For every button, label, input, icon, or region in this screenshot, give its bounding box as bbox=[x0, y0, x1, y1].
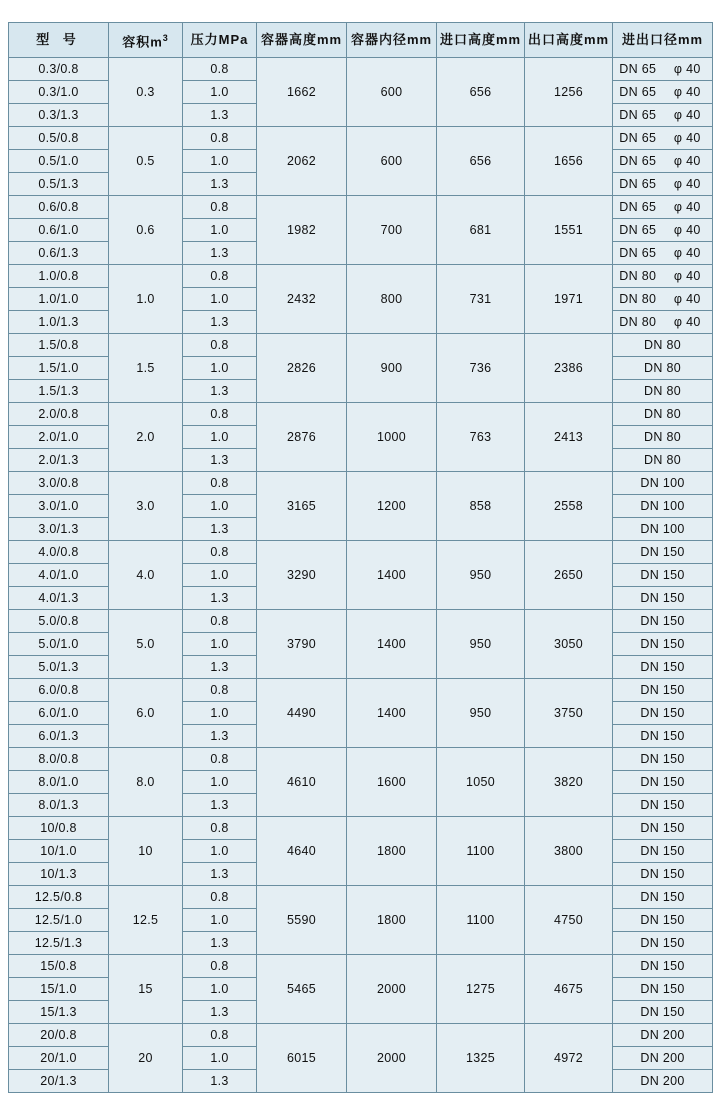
cell-outlet-height: 4750 bbox=[525, 886, 613, 955]
cell-port-diameter: DN 100 bbox=[613, 518, 713, 541]
cell-pressure: 0.8 bbox=[183, 541, 257, 564]
cell-volume: 1.0 bbox=[109, 265, 183, 334]
cell-inlet-height: 950 bbox=[437, 541, 525, 610]
cell-model: 12.5/0.8 bbox=[9, 886, 109, 909]
cell-model: 5.0/1.0 bbox=[9, 633, 109, 656]
cell-inlet-height: 656 bbox=[437, 127, 525, 196]
table-row bbox=[9, 472, 713, 495]
cell-pressure: 0.8 bbox=[183, 748, 257, 771]
table-row bbox=[9, 541, 713, 564]
cell-model: 15/1.0 bbox=[9, 978, 109, 1001]
cell-inlet-height: 763 bbox=[437, 403, 525, 472]
cell-port-diameter: DN 150 bbox=[613, 909, 713, 932]
table-row bbox=[9, 679, 713, 702]
cell-port-diameter: DN 200 bbox=[613, 1024, 713, 1047]
cell-port-diameter: DN 150 bbox=[613, 679, 713, 702]
cell-port-diameter: DN 150 bbox=[613, 633, 713, 656]
cell-pressure: 0.8 bbox=[183, 955, 257, 978]
cell-inner-diameter: 600 bbox=[347, 58, 437, 127]
cell-volume: 10 bbox=[109, 817, 183, 886]
cell-port-diameter bbox=[613, 311, 713, 334]
table-header bbox=[9, 23, 713, 58]
cell-port-diameter bbox=[613, 150, 713, 173]
cell-pressure: 1.3 bbox=[183, 104, 257, 127]
cell-port-diameter: DN 150 bbox=[613, 564, 713, 587]
port-phi-value: φ 40 bbox=[673, 154, 701, 169]
port-phi-value: φ 40 bbox=[673, 85, 701, 100]
cell-inner-diameter: 1600 bbox=[347, 748, 437, 817]
cell-pressure: 1.3 bbox=[183, 518, 257, 541]
cell-model: 4.0/1.0 bbox=[9, 564, 109, 587]
cell-model: 0.3/1.3 bbox=[9, 104, 109, 127]
cell-outlet-height: 1656 bbox=[525, 127, 613, 196]
cell-port-diameter: DN 150 bbox=[613, 1001, 713, 1024]
cell-pressure: 0.8 bbox=[183, 334, 257, 357]
cell-model: 6.0/1.0 bbox=[9, 702, 109, 725]
column-header-volume-superscript: 3 bbox=[162, 33, 169, 43]
cell-vessel-height: 2826 bbox=[257, 334, 347, 403]
cell-pressure: 1.3 bbox=[183, 449, 257, 472]
table-body bbox=[9, 58, 713, 1093]
table-row bbox=[9, 886, 713, 909]
cell-inlet-height: 1325 bbox=[437, 1024, 525, 1093]
cell-volume: 1.5 bbox=[109, 334, 183, 403]
cell-vessel-height: 3165 bbox=[257, 472, 347, 541]
column-header-inner-diameter: 容器内径mm bbox=[347, 23, 437, 58]
cell-outlet-height: 2386 bbox=[525, 334, 613, 403]
cell-port-diameter: DN 80 bbox=[613, 403, 713, 426]
cell-inlet-height: 1100 bbox=[437, 817, 525, 886]
cell-inner-diameter: 2000 bbox=[347, 955, 437, 1024]
cell-model: 12.5/1.3 bbox=[9, 932, 109, 955]
column-header-pressure: 压力MPa bbox=[183, 23, 257, 58]
cell-model: 1.5/0.8 bbox=[9, 334, 109, 357]
port-dn-value: DN 65 bbox=[619, 154, 657, 169]
cell-port-diameter: DN 150 bbox=[613, 840, 713, 863]
cell-pressure: 1.0 bbox=[183, 771, 257, 794]
cell-pressure: 0.8 bbox=[183, 1024, 257, 1047]
cell-port-diameter bbox=[613, 196, 713, 219]
port-dn-value: DN 80 bbox=[619, 269, 657, 284]
cell-model: 4.0/1.3 bbox=[9, 587, 109, 610]
port-dn-value: DN 80 bbox=[619, 315, 657, 330]
cell-inner-diameter: 1000 bbox=[347, 403, 437, 472]
cell-inlet-height: 858 bbox=[437, 472, 525, 541]
cell-port-diameter: DN 150 bbox=[613, 955, 713, 978]
cell-model: 10/1.0 bbox=[9, 840, 109, 863]
cell-pressure: 1.0 bbox=[183, 219, 257, 242]
column-header-outlet-height: 出口高度mm bbox=[525, 23, 613, 58]
cell-model: 8.0/1.3 bbox=[9, 794, 109, 817]
cell-port-diameter: DN 150 bbox=[613, 978, 713, 1001]
cell-volume: 0.3 bbox=[109, 58, 183, 127]
cell-inner-diameter: 1800 bbox=[347, 886, 437, 955]
cell-vessel-height: 4490 bbox=[257, 679, 347, 748]
cell-pressure: 1.3 bbox=[183, 725, 257, 748]
port-phi-value: φ 40 bbox=[673, 292, 701, 307]
cell-inlet-height: 950 bbox=[437, 610, 525, 679]
cell-port-diameter bbox=[613, 173, 713, 196]
column-header-volume-text: 容积m bbox=[122, 34, 163, 50]
cell-vessel-height: 3790 bbox=[257, 610, 347, 679]
cell-pressure: 0.8 bbox=[183, 472, 257, 495]
cell-pressure: 1.3 bbox=[183, 311, 257, 334]
cell-model: 1.5/1.0 bbox=[9, 357, 109, 380]
cell-model: 6.0/1.3 bbox=[9, 725, 109, 748]
cell-pressure: 1.0 bbox=[183, 1047, 257, 1070]
column-header-vessel-height: 容器高度mm bbox=[257, 23, 347, 58]
cell-model: 15/0.8 bbox=[9, 955, 109, 978]
cell-volume: 6.0 bbox=[109, 679, 183, 748]
cell-pressure: 1.3 bbox=[183, 587, 257, 610]
cell-port-diameter: DN 80 bbox=[613, 380, 713, 403]
cell-pressure: 1.0 bbox=[183, 288, 257, 311]
cell-port-diameter: DN 80 bbox=[613, 426, 713, 449]
cell-volume: 2.0 bbox=[109, 403, 183, 472]
cell-vessel-height: 1662 bbox=[257, 58, 347, 127]
cell-volume: 4.0 bbox=[109, 541, 183, 610]
table-row bbox=[9, 265, 713, 288]
cell-port-diameter: DN 150 bbox=[613, 817, 713, 840]
cell-model: 5.0/0.8 bbox=[9, 610, 109, 633]
cell-model: 12.5/1.0 bbox=[9, 909, 109, 932]
cell-vessel-height: 5465 bbox=[257, 955, 347, 1024]
cell-pressure: 0.8 bbox=[183, 610, 257, 633]
cell-port-diameter: DN 80 bbox=[613, 357, 713, 380]
cell-port-diameter: DN 100 bbox=[613, 472, 713, 495]
cell-outlet-height: 2413 bbox=[525, 403, 613, 472]
port-phi-value: φ 40 bbox=[673, 269, 701, 284]
cell-model: 8.0/0.8 bbox=[9, 748, 109, 771]
cell-model: 0.6/1.0 bbox=[9, 219, 109, 242]
port-phi-value: φ 40 bbox=[673, 177, 701, 192]
port-dn-value: DN 80 bbox=[619, 292, 657, 307]
cell-outlet-height: 1551 bbox=[525, 196, 613, 265]
cell-model: 2.0/0.8 bbox=[9, 403, 109, 426]
table-row bbox=[9, 58, 713, 81]
cell-inlet-height: 736 bbox=[437, 334, 525, 403]
port-phi-value: φ 40 bbox=[673, 108, 701, 123]
cell-inner-diameter: 1400 bbox=[347, 610, 437, 679]
cell-outlet-height: 1256 bbox=[525, 58, 613, 127]
cell-pressure: 1.3 bbox=[183, 656, 257, 679]
cell-volume: 12.5 bbox=[109, 886, 183, 955]
table-row bbox=[9, 1024, 713, 1047]
cell-model: 0.5/1.0 bbox=[9, 150, 109, 173]
cell-outlet-height: 4675 bbox=[525, 955, 613, 1024]
cell-model: 1.0/1.0 bbox=[9, 288, 109, 311]
cell-volume: 0.6 bbox=[109, 196, 183, 265]
cell-model: 0.5/1.3 bbox=[9, 173, 109, 196]
cell-inner-diameter: 1800 bbox=[347, 817, 437, 886]
port-dn-value: DN 65 bbox=[619, 131, 657, 146]
table-row bbox=[9, 610, 713, 633]
table-row bbox=[9, 955, 713, 978]
cell-inner-diameter: 1400 bbox=[347, 541, 437, 610]
cell-port-diameter: DN 150 bbox=[613, 932, 713, 955]
cell-inner-diameter: 1400 bbox=[347, 679, 437, 748]
cell-pressure: 1.3 bbox=[183, 863, 257, 886]
cell-model: 20/0.8 bbox=[9, 1024, 109, 1047]
cell-outlet-height: 1971 bbox=[525, 265, 613, 334]
cell-outlet-height: 4972 bbox=[525, 1024, 613, 1093]
cell-model: 6.0/0.8 bbox=[9, 679, 109, 702]
table-row bbox=[9, 817, 713, 840]
cell-port-diameter: DN 150 bbox=[613, 541, 713, 564]
cell-model: 3.0/0.8 bbox=[9, 472, 109, 495]
port-dn-value: DN 65 bbox=[619, 246, 657, 261]
cell-inlet-height: 950 bbox=[437, 679, 525, 748]
cell-pressure: 1.3 bbox=[183, 794, 257, 817]
cell-outlet-height: 2650 bbox=[525, 541, 613, 610]
cell-model: 1.5/1.3 bbox=[9, 380, 109, 403]
cell-port-diameter: DN 200 bbox=[613, 1070, 713, 1093]
port-dn-value: DN 65 bbox=[619, 62, 657, 77]
cell-inlet-height: 1275 bbox=[437, 955, 525, 1024]
cell-volume: 15 bbox=[109, 955, 183, 1024]
column-header-volume bbox=[109, 23, 183, 58]
column-header-port-diameter: 进出口径mm bbox=[613, 23, 713, 58]
cell-vessel-height: 6015 bbox=[257, 1024, 347, 1093]
cell-port-diameter: DN 150 bbox=[613, 886, 713, 909]
cell-vessel-height: 3290 bbox=[257, 541, 347, 610]
port-phi-value: φ 40 bbox=[673, 62, 701, 77]
cell-port-diameter: DN 150 bbox=[613, 748, 713, 771]
cell-pressure: 0.8 bbox=[183, 58, 257, 81]
cell-pressure: 0.8 bbox=[183, 127, 257, 150]
port-phi-value: φ 40 bbox=[673, 246, 701, 261]
cell-model: 1.0/1.3 bbox=[9, 311, 109, 334]
cell-model: 2.0/1.3 bbox=[9, 449, 109, 472]
cell-inlet-height: 656 bbox=[437, 58, 525, 127]
cell-port-diameter: DN 150 bbox=[613, 725, 713, 748]
cell-model: 4.0/0.8 bbox=[9, 541, 109, 564]
cell-inlet-height: 1100 bbox=[437, 886, 525, 955]
table-row bbox=[9, 748, 713, 771]
port-dn-value: DN 65 bbox=[619, 85, 657, 100]
cell-model: 0.5/0.8 bbox=[9, 127, 109, 150]
cell-outlet-height: 3800 bbox=[525, 817, 613, 886]
cell-pressure: 1.3 bbox=[183, 1001, 257, 1024]
cell-port-diameter bbox=[613, 104, 713, 127]
cell-model: 10/1.3 bbox=[9, 863, 109, 886]
cell-model: 0.6/1.3 bbox=[9, 242, 109, 265]
port-dn-value: DN 65 bbox=[619, 177, 657, 192]
cell-pressure: 1.0 bbox=[183, 978, 257, 1001]
column-header-inlet-height: 进口高度mm bbox=[437, 23, 525, 58]
cell-vessel-height: 2876 bbox=[257, 403, 347, 472]
cell-model: 3.0/1.3 bbox=[9, 518, 109, 541]
column-header-model: 型 号 bbox=[9, 23, 109, 58]
cell-pressure: 1.0 bbox=[183, 357, 257, 380]
cell-inner-diameter: 1200 bbox=[347, 472, 437, 541]
cell-pressure: 1.0 bbox=[183, 702, 257, 725]
table-row bbox=[9, 196, 713, 219]
cell-model: 20/1.3 bbox=[9, 1070, 109, 1093]
cell-port-diameter bbox=[613, 127, 713, 150]
cell-pressure: 1.3 bbox=[183, 380, 257, 403]
cell-volume: 3.0 bbox=[109, 472, 183, 541]
cell-model: 0.6/0.8 bbox=[9, 196, 109, 219]
cell-inlet-height: 681 bbox=[437, 196, 525, 265]
port-dn-value: DN 65 bbox=[619, 223, 657, 238]
cell-port-diameter: DN 100 bbox=[613, 495, 713, 518]
cell-model: 15/1.3 bbox=[9, 1001, 109, 1024]
cell-pressure: 0.8 bbox=[183, 403, 257, 426]
cell-pressure: 1.3 bbox=[183, 173, 257, 196]
cell-pressure: 0.8 bbox=[183, 817, 257, 840]
cell-inner-diameter: 800 bbox=[347, 265, 437, 334]
cell-pressure: 0.8 bbox=[183, 196, 257, 219]
cell-model: 2.0/1.0 bbox=[9, 426, 109, 449]
cell-port-diameter bbox=[613, 81, 713, 104]
cell-outlet-height: 2558 bbox=[525, 472, 613, 541]
table-row bbox=[9, 127, 713, 150]
cell-pressure: 1.0 bbox=[183, 150, 257, 173]
port-phi-value: φ 40 bbox=[673, 315, 701, 330]
cell-model: 0.3/0.8 bbox=[9, 58, 109, 81]
cell-inlet-height: 1050 bbox=[437, 748, 525, 817]
header-row bbox=[9, 23, 713, 58]
cell-volume: 0.5 bbox=[109, 127, 183, 196]
table-row bbox=[9, 403, 713, 426]
cell-port-diameter: DN 80 bbox=[613, 334, 713, 357]
port-phi-value: φ 40 bbox=[673, 223, 701, 238]
cell-model: 5.0/1.3 bbox=[9, 656, 109, 679]
cell-pressure: 1.0 bbox=[183, 495, 257, 518]
cell-port-diameter: DN 150 bbox=[613, 610, 713, 633]
cell-outlet-height: 3050 bbox=[525, 610, 613, 679]
cell-vessel-height: 2062 bbox=[257, 127, 347, 196]
cell-model: 3.0/1.0 bbox=[9, 495, 109, 518]
cell-outlet-height: 3820 bbox=[525, 748, 613, 817]
cell-inner-diameter: 700 bbox=[347, 196, 437, 265]
cell-pressure: 1.0 bbox=[183, 840, 257, 863]
cell-pressure: 1.3 bbox=[183, 1070, 257, 1093]
cell-port-diameter: DN 150 bbox=[613, 794, 713, 817]
cell-inner-diameter: 2000 bbox=[347, 1024, 437, 1093]
cell-model: 8.0/1.0 bbox=[9, 771, 109, 794]
cell-inlet-height: 731 bbox=[437, 265, 525, 334]
cell-model: 20/1.0 bbox=[9, 1047, 109, 1070]
cell-pressure: 1.0 bbox=[183, 426, 257, 449]
cell-port-diameter: DN 80 bbox=[613, 449, 713, 472]
cell-vessel-height: 1982 bbox=[257, 196, 347, 265]
cell-outlet-height: 3750 bbox=[525, 679, 613, 748]
cell-port-diameter bbox=[613, 265, 713, 288]
cell-volume: 8.0 bbox=[109, 748, 183, 817]
cell-volume: 5.0 bbox=[109, 610, 183, 679]
table-row bbox=[9, 334, 713, 357]
cell-pressure: 1.0 bbox=[183, 633, 257, 656]
cell-pressure: 1.0 bbox=[183, 564, 257, 587]
cell-pressure: 1.3 bbox=[183, 242, 257, 265]
specification-table bbox=[8, 22, 713, 1093]
cell-port-diameter bbox=[613, 219, 713, 242]
port-dn-value: DN 65 bbox=[619, 200, 657, 215]
cell-port-diameter: DN 150 bbox=[613, 863, 713, 886]
cell-model: 1.0/0.8 bbox=[9, 265, 109, 288]
cell-pressure: 1.0 bbox=[183, 909, 257, 932]
cell-pressure: 1.3 bbox=[183, 932, 257, 955]
cell-port-diameter: DN 150 bbox=[613, 771, 713, 794]
cell-vessel-height: 4640 bbox=[257, 817, 347, 886]
cell-model: 10/0.8 bbox=[9, 817, 109, 840]
port-dn-value: DN 65 bbox=[619, 108, 657, 123]
cell-vessel-height: 5590 bbox=[257, 886, 347, 955]
cell-vessel-height: 2432 bbox=[257, 265, 347, 334]
cell-port-diameter: DN 150 bbox=[613, 702, 713, 725]
port-phi-value: φ 40 bbox=[673, 131, 701, 146]
cell-inner-diameter: 900 bbox=[347, 334, 437, 403]
cell-pressure: 0.8 bbox=[183, 265, 257, 288]
cell-port-diameter: DN 150 bbox=[613, 656, 713, 679]
cell-pressure: 0.8 bbox=[183, 679, 257, 702]
cell-pressure: 1.0 bbox=[183, 81, 257, 104]
cell-vessel-height: 4610 bbox=[257, 748, 347, 817]
cell-pressure: 0.8 bbox=[183, 886, 257, 909]
cell-port-diameter bbox=[613, 58, 713, 81]
port-phi-value: φ 40 bbox=[673, 200, 701, 215]
cell-port-diameter: DN 200 bbox=[613, 1047, 713, 1070]
cell-port-diameter bbox=[613, 288, 713, 311]
cell-model: 0.3/1.0 bbox=[9, 81, 109, 104]
cell-port-diameter bbox=[613, 242, 713, 265]
cell-port-diameter: DN 150 bbox=[613, 587, 713, 610]
cell-inner-diameter: 600 bbox=[347, 127, 437, 196]
cell-volume: 20 bbox=[109, 1024, 183, 1093]
